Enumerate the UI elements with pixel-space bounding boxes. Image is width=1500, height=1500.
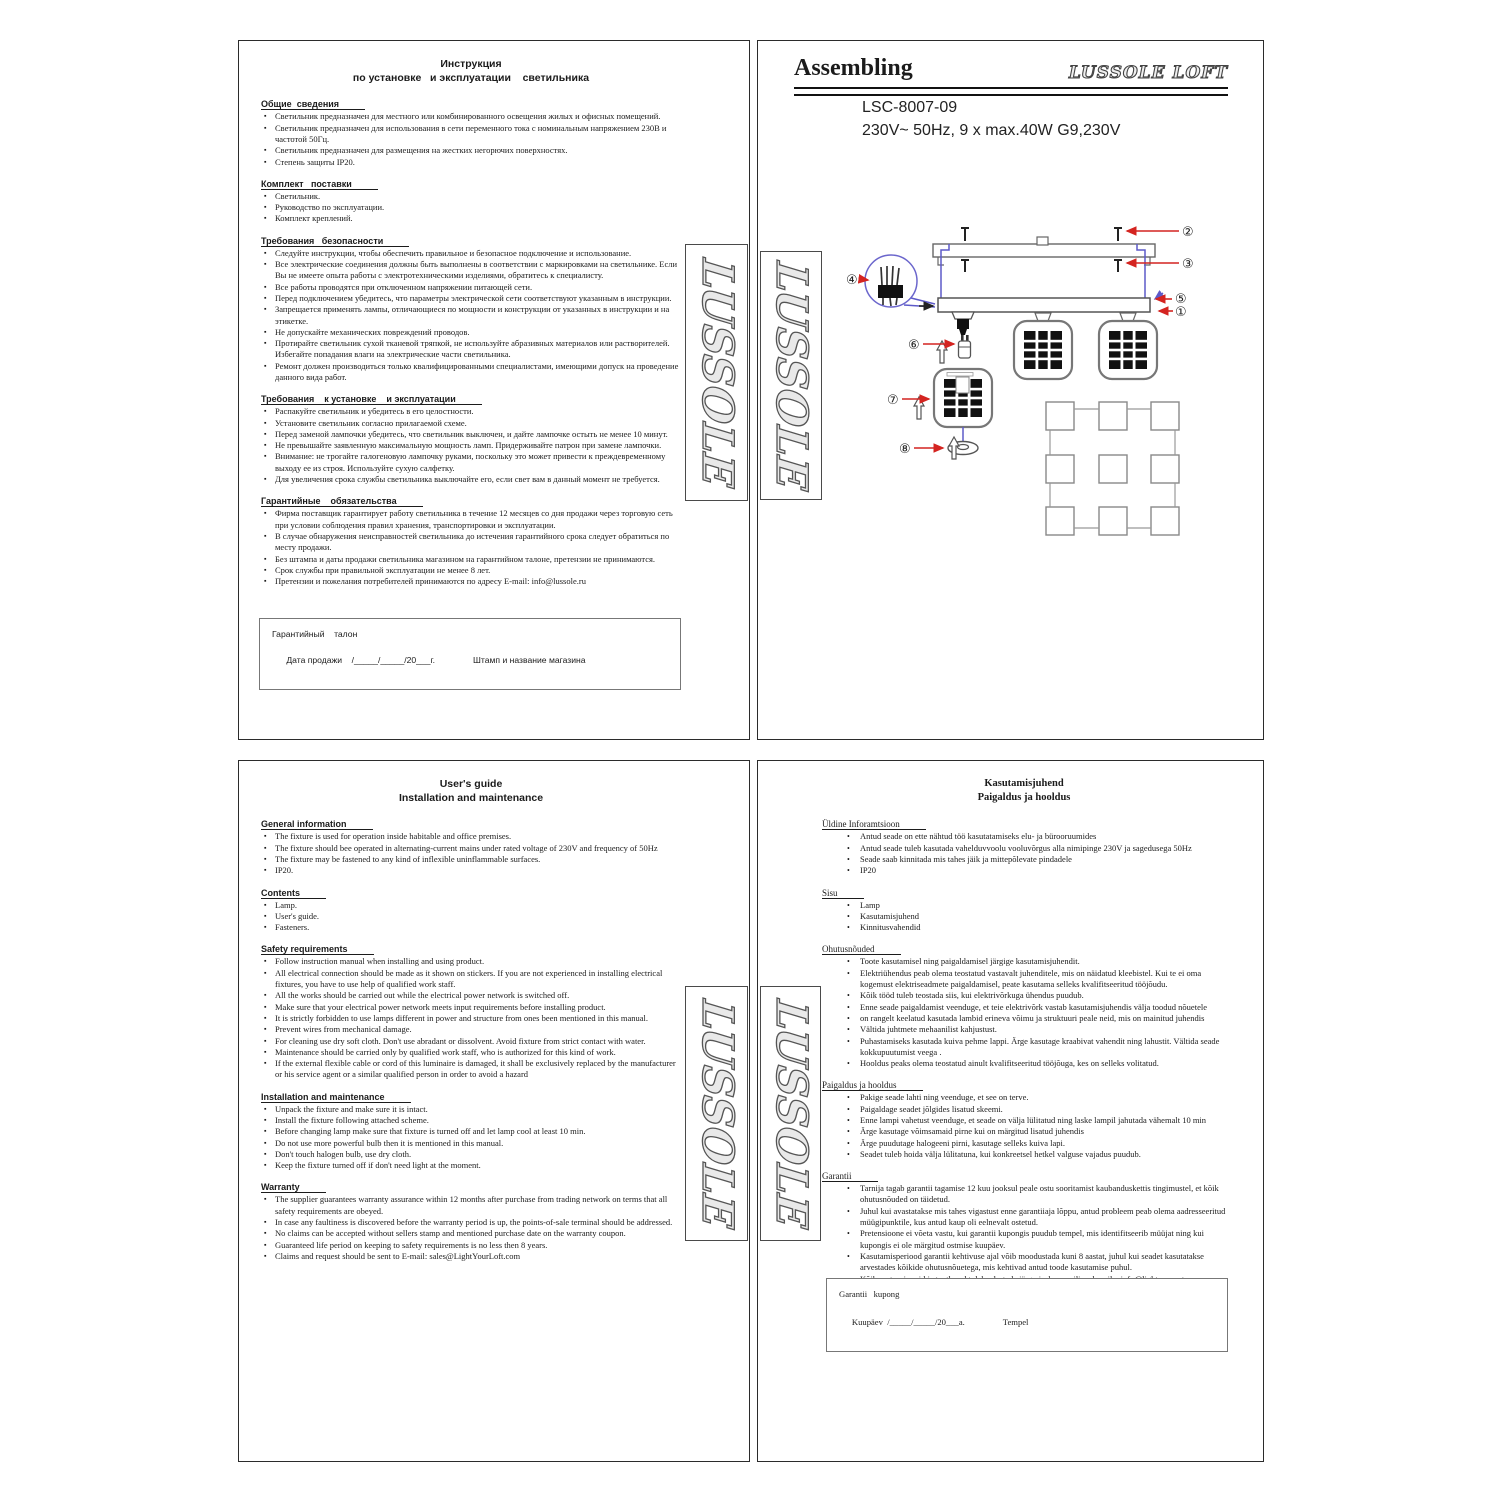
bullet-item: ▪ No claims can be accepted without sellers stamp and mentioned purchase date on the warranty coupon. (275, 1228, 681, 1239)
bullet-item: ▪ Maintenance should be carried only by qualified work staff, who is authorized for this kind of work. (275, 1047, 681, 1058)
bullet-item: ▪ Lamp. (275, 900, 681, 911)
page-title: User's guide Installation and maintenance (398, 778, 544, 805)
bullet-item: ▪ Внимание: не трогайте галогеновую лампочку руками, поскольку это может привести к преждевременному выходу ее из строя. Используйте сухую салфетку. (275, 451, 681, 474)
bullet-item: • Kasutamisperiood garantii kehtivuse ajal võib moodustada kuni 8 aastat, juhul kui seadet kasutatakse arvestades kõikide ohutusnõuetega, mis kehtivad antud toode kasutamise puhul. (860, 1251, 1226, 1274)
bullet-item: ▪ All electrical connection should be made as it shown on stickers. If you are not experienced in installing electrical fixtures, you have to use help of qualified work staff. (275, 968, 681, 991)
bullet-item: ▪ Степень защиты IP20. (275, 157, 681, 168)
callout-2: ② (1182, 225, 1194, 240)
page-title: Инструкция по установке и эксплуатации светильника (352, 58, 590, 85)
bullet-item: ▪ Претензии и пожелания потребителей принимаются по адресу E-mail: info@lussole.ru (275, 576, 681, 587)
bullet-list (822, 956, 1226, 1069)
bullet-item: • Pakige seade lahti ning veenduge, et see on terve. (860, 1092, 1226, 1103)
lussole-watermark-text: LUSSOLE (691, 997, 742, 1230)
lussole-watermark-text: LUSSOLE (765, 997, 816, 1230)
bullet-item: ▪ Следуйте инструкции, чтобы обеспечить правильное и безопасное подключение и использование. (275, 248, 681, 259)
bullet-item: • on rangelt keelatud kasutada lambid erineva võimu ja struktuuri peale neid, mis on mainitud juhendis (860, 1013, 1226, 1024)
sections-estonian (822, 819, 1226, 1285)
callout-4: ④ (846, 273, 858, 288)
bullet-item: ▪ All the works should be carried out while the electrical power network is switched off. (275, 990, 681, 1001)
bullet-item: • Hooldus peaks olema teostatud ainult kvalifitseeritud tööjõuga, kes on selleks volitatud. (860, 1058, 1226, 1069)
glass-shade-left-attached (1014, 313, 1072, 379)
bullet-item: • Seadet tuleb hoida välja lülitatuna, kui konkreetsel hetkel valguse vajadus puudub. (860, 1149, 1226, 1160)
section-heading: Installation and maintenance (261, 1092, 681, 1102)
bullet-item: ▪ The supplier guarantees warranty assurance within 12 months after purchase from trading network on terms that all safety requirements are obeyed. (275, 1194, 681, 1217)
section-heading: Üldine Inforamtsioon (822, 819, 1226, 829)
section (822, 819, 1226, 876)
bullet-list (261, 900, 681, 934)
assembling-title: Assembling (794, 55, 913, 81)
callout-6: ⑥ (908, 338, 920, 353)
section (822, 1080, 1226, 1160)
bullet-item: ▪ IP20. (275, 865, 681, 876)
warranty-coupon-et (826, 1278, 1228, 1352)
bullet-item: • Enne lampi vahetust veenduge, et seade on välja lülitatud ning laske lampil jahutada vähemalt 10 min (860, 1115, 1226, 1126)
lussole-watermark-box (760, 251, 822, 500)
bullet-list (822, 900, 1226, 934)
bullet-item: ▪ Claims and request should be sent to E-mail: sales@LightYourLoft.com (275, 1251, 681, 1262)
bullet-item: ▪ Протирайте светильник сухой тканевой тряпкой, не используйте абразивных материалов или растворителей. Избегайте попадания влаги на электрические части светильника. (275, 338, 681, 361)
section-heading: Paigaldus ja hooldus (822, 1080, 1226, 1090)
glass-shade-detached (934, 369, 992, 427)
section (261, 819, 681, 876)
bullet-list (261, 508, 681, 587)
section (822, 888, 1226, 934)
page-title: Kasutamisjuhend Paigaldus ja hooldus (977, 778, 1071, 804)
bullet-item: ▪ The fixture should bee operated in alternating-current mains under rated voltage of 230V and frequency of 50Hz (275, 843, 681, 854)
bullet-item: ▪ It is strictly forbidden to use lamps different in power and structure from ones been mentioned in this manual. (275, 1013, 681, 1024)
bullet-item: • Toote kasutamisel ning paigaldamisel järgige kasutamisjuhendit. (860, 956, 1226, 967)
bullet-item: ▪ For cleaning use dry soft cloth. Don't use abradant or dissolvent. Avoid fixture from strict contact with water. (275, 1036, 681, 1047)
bullet-item: • Juhul kui avastatakse mis tahes vigastust enne garantiiaja lõppu, antud probleem peab olema aadresseeritud müügipunktile, kus antud kaup oli eelnevalt ostetud. (860, 1206, 1226, 1229)
bullet-item: ▪ Install the fixture following attached scheme. (275, 1115, 681, 1126)
section (261, 496, 681, 587)
bullet-item: ▪ Установите светильник согласно прилагаемой схеме. (275, 418, 681, 429)
bullet-item: • Elektriühendus peab olema teostatud vastavalt juhenditele, mis on näidatud kleebistel. Kui te ei oma kogemust elektriseadmete paigaldamisel, peate kasutama selleks kvalifitseeritud tööjõudu. (860, 968, 1226, 991)
coupon-stamp-label: Tempel (1002, 1317, 1029, 1327)
callout-7: ⑦ (887, 393, 899, 408)
bullet-item: ▪ If the external flexible cable or cord of this luminaire is damaged, it shall be exclusively replaced by the manufacturer or his service agent or a similar qualified person in order to avoid a hazard (275, 1058, 681, 1081)
section (261, 1182, 681, 1262)
bullet-list (261, 248, 681, 384)
section-heading: Ohutusnõuded (822, 944, 1226, 954)
bullet-item: ▪ Fasteners. (275, 922, 681, 933)
sections-english (261, 819, 681, 1262)
bullet-item: • Enne seade paigaldamist veenduge, et teie elektrivõrk vastab kasutamisjuhendis välja toodud nõuetele (860, 1002, 1226, 1013)
section (822, 944, 1226, 1069)
decorative-nut (948, 427, 978, 459)
section (261, 99, 681, 167)
bullet-item: ▪ The fixture may be fastened to any kind of inflexible uninflammable surfaces. (275, 854, 681, 865)
bullet-list (822, 831, 1226, 876)
coupon-date-line: Дата продажи /_____/_____/20___г. (286, 655, 435, 665)
bullet-item: ▪ Follow instruction manual when installing and using product. (275, 956, 681, 967)
bullet-item: ▪ In case any faultiness is discovered before the warranty period is up, the points-of-sale terminal should be addressed. (275, 1217, 681, 1228)
bullet-item: • Kinnitusvahendid (860, 922, 1226, 933)
coupon-title: Garantii kupong (839, 1289, 900, 1299)
section-heading: Safety requirements (261, 944, 681, 954)
page-estonian-guide (757, 760, 1264, 1462)
bullet-item: ▪ Не превышайте заявленную максимальную мощность ламп. Придерживайте патрон при замене лампочки. (275, 440, 681, 451)
bullet-item: ▪ Make sure that your electrical power network meets input requirements before installing product. (275, 1002, 681, 1013)
section (261, 944, 681, 1080)
section-heading: Комплект поставки (261, 179, 681, 189)
lussole-watermark-text: LUSSOLE (766, 259, 816, 492)
bullet-item: ▪ Перед заменой лампочки убедитесь, что светильник выключен, и дайте лампочке остыть не менее 10 минут. (275, 429, 681, 440)
terminal-block-detail (865, 255, 917, 307)
bullet-item: ▪ Do not use more powerful bulb then it is mentioned in this manual. (275, 1138, 681, 1149)
electrical-spec: 230V~ 50Hz, 9 x max.40W G9,230V (862, 122, 1121, 139)
bullet-list (261, 191, 681, 225)
coupon-date-line: Kuupäev /_____/_____/20___a. (851, 1317, 965, 1327)
coupon-date-row (272, 645, 586, 675)
bullet-item: • Paigaldage seadet jõlgides lisatud skeemi. (860, 1104, 1226, 1115)
bullet-item: ▪ Фирма поставщик гарантирует работу светильника в течение 12 месяцев со дня продажи через торговую сеть при условии соблюдения правил хранения, транспортировки и эксплуатации. (275, 508, 681, 531)
section-heading: Garantii (822, 1171, 1226, 1181)
section-heading: Contents (261, 888, 681, 898)
callout-3: ③ (1182, 257, 1194, 272)
coupon-title: Гарантийный талон (272, 629, 358, 639)
glass-shade-right-attached (1099, 313, 1157, 379)
bullet-item: ▪ Светильник предназначен для размещения на жестких негорючих поверхностях. (275, 145, 681, 156)
section (261, 1092, 681, 1172)
plan-view-grid (1046, 402, 1179, 535)
bullet-list (261, 1104, 681, 1172)
bullet-item: ▪ User's guide. (275, 911, 681, 922)
section-heading: Требования безопасности (261, 236, 681, 246)
bullet-item: • Tarnija tagab garantii tagamise 12 kuu jooksul peale ostu sooritamist kaubanduskettis tingimustel, et kõik ohutusnõuded on täidetud. (860, 1183, 1226, 1206)
bullet-item: ▪ Перед подключением убедитесь, что параметры электрической сети соответствуют указанным в инструкции. (275, 293, 681, 304)
page-english-guide (238, 760, 750, 1462)
lussole-watermark-text: LUSSOLE (691, 256, 742, 489)
lamp-socket (952, 312, 974, 335)
bullet-item: • IP20 (860, 865, 1226, 876)
canopy-bar (938, 298, 1150, 312)
sections-russian (261, 99, 681, 587)
coupon-date-row (839, 1307, 1028, 1337)
bullet-item: • Antud seade tuleb kasutada vahelduvvoolu vooluvõrgus alla nimipinge 230V ja sagedusega 50Hz (860, 843, 1226, 854)
bullet-item: ▪ Все работы проводятся при отключенном напряжении питающей сети. (275, 282, 681, 293)
bullet-item: • Kasutamisjuhend (860, 911, 1226, 922)
bullet-item: ▪ Распакуйте светильник и убедитесь в его целостности. (275, 406, 681, 417)
lussole-watermark-box (685, 244, 748, 501)
bullet-item: ▪ Don't touch halogen bulb, use dry cloth. (275, 1149, 681, 1160)
bullet-item: ▪ The fixture is used for operation inside habitable and office premises. (275, 831, 681, 842)
bullet-item: ▪ Срок службы при правильной эксплуатации не менее 8 лет. (275, 565, 681, 576)
warranty-coupon-ru (259, 618, 681, 690)
bullet-item: • Kõik tööd tuleb teostada siis, kui elektrivõrkuga ühendus puudub. (860, 990, 1226, 1001)
bullet-item: ▪ Guaranteed life period on keeping to safety requirements is no less then 8 years. (275, 1240, 681, 1251)
bullet-item: ▪ Не допускайте механических повреждений проводов. (275, 327, 681, 338)
g9-bulb (959, 335, 971, 358)
bullet-item: ▪ Светильник предназначен для местного или комбинированного освещения жилых и офисных помещений. (275, 111, 681, 122)
section (261, 888, 681, 934)
section-heading: Warranty (261, 1182, 681, 1192)
bullet-list (822, 1183, 1226, 1285)
bullet-item: • Pretensioone ei võeta vastu, kui garantii kupongis puudub tempel, mis identifitseerib müüjat ning kui kupongis ei ole märgitud ostmise kuupäev. (860, 1228, 1226, 1251)
bullet-item: • Seade saab kinnitada mis tahes jäik ja mittepõlevate pindadele (860, 854, 1226, 865)
bullet-item: ▪ Без штампа и даты продажи светильника магазином на гарантийном талоне, претензии не принимаются. (275, 554, 681, 565)
bullet-item: ▪ Руководство по эксплуатации. (275, 202, 681, 213)
bullet-item: ▪ Unpack the fixture and make sure it is intact. (275, 1104, 681, 1115)
section (261, 394, 681, 485)
section (261, 236, 681, 384)
bullet-item: ▪ Prevent wires from mechanical damage. (275, 1024, 681, 1035)
section (822, 1171, 1226, 1285)
bullet-item: ▪ Before changing lamp make sure that fixture is turned off and let lamp cool at least 10 min. (275, 1126, 681, 1137)
callout-1: ① (1175, 305, 1187, 320)
bullet-list (261, 111, 681, 167)
callout-5: ⑤ (1175, 292, 1187, 307)
section-heading: Требования к установке и эксплуатации (261, 394, 681, 404)
section-heading: Общие сведения (261, 99, 681, 109)
bullet-item: • Antud seade on ette nähtud töö kasutatamiseks elu- ja bürooruumides (860, 831, 1226, 842)
page-assembling (757, 40, 1264, 740)
coupon-stamp-label: Штамп и название магазина (473, 655, 586, 665)
bullet-item: ▪ Светильник предназначен для использования в сети переменного тока с номинальным напряжением 230В и частотой 50Гц. (275, 123, 681, 146)
bullet-item: • Lamp (860, 900, 1226, 911)
bullet-item: ▪ В случае обнаружения неисправностей светильника до истечения гарантийного срока следует обратиться по месту продажи. (275, 531, 681, 554)
model-number: LSC-8007-09 (862, 99, 958, 116)
bullet-item: • Vältida juhtmete mehaanilist kahjustust. (860, 1024, 1226, 1035)
bullet-list (261, 406, 681, 485)
lussole-watermark-box (685, 986, 748, 1241)
section-heading: Sisu (822, 888, 1226, 898)
bullet-item: ▪ Все электрические соединения должны быть выполнены в соответствии с маркировками на светильнике. Если Вы не имеете опыта работы с электротехническими изделиями, обратитесь к специалисту. (275, 259, 681, 282)
page-russian-instructions (238, 40, 750, 740)
bullet-item: ▪ Ремонт должен производиться только квалифицированными специалистами, имеющими допуск на проведение данного вида работ. (275, 361, 681, 384)
section-heading: Гарантийные обязательства (261, 496, 681, 506)
callout-8: ⑧ (899, 442, 911, 457)
bullet-list (261, 831, 681, 876)
bullet-item: • Ärge puudutage halogeeni pirni, kasutage selleks kuiva lapi. (860, 1138, 1226, 1149)
shade-direction-arrow (914, 397, 924, 419)
bullet-list (261, 1194, 681, 1262)
bullet-item: • Ärge kasutage võimsamaid pirne kui on märgitud lisatud juhendis (860, 1126, 1226, 1137)
bullet-item: • Puhastamiseks kasutada kuiva pehme lappi. Ärge kasutage kraabivat vahendit ning lahustit. Vältida seade kokkupuutumist veega . (860, 1036, 1226, 1059)
bullet-item: ▪ Запрещается применять лампы, отличающиеся по мощности и конструкции от указанных в инструкции и на этикетке. (275, 304, 681, 327)
lussole-watermark-box (760, 986, 821, 1241)
lussole-loft-logo: LUSSOLE LOFT (1068, 63, 1228, 83)
bullet-list (822, 1092, 1226, 1160)
section (261, 179, 681, 225)
bullet-item: ▪ Для увеличения срока службы светильника выключайте его, если свет вам в данный момент не требуется. (275, 474, 681, 485)
bullet-item: ▪ Светильник. (275, 191, 681, 202)
section-heading: General information (261, 819, 681, 829)
bullet-list (261, 956, 681, 1080)
assembly-diagram (758, 41, 1263, 739)
bullet-item: ▪ Комплект креплений. (275, 213, 681, 224)
bullet-item: ▪ Keep the fixture turned off if don't need light at the moment. (275, 1160, 681, 1171)
